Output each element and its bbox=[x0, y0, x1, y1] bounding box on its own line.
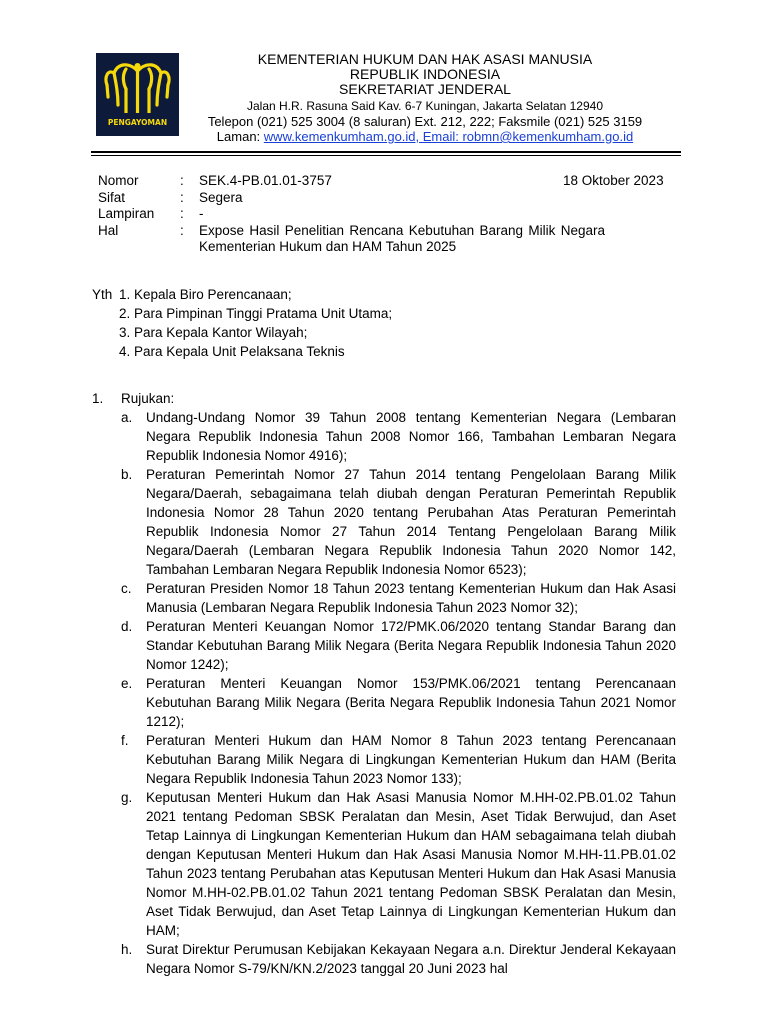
recipient-list bbox=[119, 285, 539, 361]
colon: : bbox=[180, 189, 184, 205]
reference-text: Peraturan Menteri Keuangan Nomor 172/PMK.06/2020 tentang Standar Barang dan Standar Kebutuhan Barang Milik Negara (Berita Negara Republik Indonesia Tahun 2020 Nomor 1242); bbox=[146, 619, 676, 672]
hal-value: Expose Hasil Penelitian Rencana Kebutuhan Barang Milik Negara Kementerian Hukum dan HAM Tahun 2025 bbox=[199, 222, 605, 254]
web-label: Laman: bbox=[216, 129, 261, 144]
colon: : bbox=[180, 206, 184, 221]
reference-item bbox=[121, 788, 676, 940]
reference-letter: a. bbox=[121, 410, 133, 425]
unit-name: SEKRETARIAT JENDERAL bbox=[339, 81, 511, 97]
recipient-item: 3. Para Kepala Kantor Wilayah; bbox=[119, 325, 308, 340]
reference-item bbox=[121, 617, 676, 674]
lampiran-label: Lampiran bbox=[98, 206, 155, 221]
reference-item bbox=[121, 674, 676, 731]
reference-item bbox=[121, 940, 676, 978]
reference-text: Peraturan Pemerintah Nomor 27 Tahun 2014 tentang Pengelolaan Barang Milik Negara/Daerah, sebagaimana telah diubah dengan Peraturan Pemerintah Republik Indonesia Nomor 28 Tahun 2020 tentang Perubahan Atas Peraturan Pemerintah Republik Indonesia Nomor 27 Tahun 2014 Tentang Pengelolaan Barang Milik Negara/Daerah (Lembaran Negara Republik Indonesia Tahun 2020 Nomor 142, Tambahan Lembaran Negara Republik Indonesia Nomor 6523); bbox=[146, 467, 676, 577]
pengayoman-logo-icon bbox=[96, 53, 179, 136]
recipient-item: 4. Para Kepala Unit Pelaksana Teknis bbox=[119, 344, 345, 359]
sifat-label: Sifat bbox=[98, 189, 126, 205]
reference-item bbox=[121, 579, 676, 617]
recipients-label: Yth bbox=[92, 287, 113, 302]
letterhead bbox=[190, 52, 660, 144]
hal-label: Hal bbox=[98, 222, 119, 238]
reference-item bbox=[121, 465, 676, 579]
reference-list bbox=[121, 408, 676, 978]
sifat-value: Segera bbox=[199, 189, 243, 205]
colon: : bbox=[180, 173, 184, 188]
header-divider-thin bbox=[91, 155, 681, 156]
letter-date: 18 Oktober 2023 bbox=[563, 173, 664, 188]
logo-caption: PENGAYOMAN bbox=[107, 118, 168, 127]
lampiran-value: - bbox=[199, 206, 204, 221]
reference-text: Peraturan Menteri Keuangan Nomor 153/PMK.06/2021 tentang Perencanaan Kebutuhan Barang Milik Negara (Berita Negara Republik Indonesia Tahun 2021 Nomor 1212); bbox=[146, 676, 676, 729]
reference-item bbox=[121, 731, 676, 788]
ministry-name: KEMENTERIAN HUKUM DAN HAK ASASI MANUSIA bbox=[257, 51, 593, 67]
colon: : bbox=[180, 222, 184, 238]
reference-letter: e. bbox=[121, 676, 133, 691]
website-link[interactable]: www.kemenkumham.go.id, Email: robmn@kemenkumham.go.id bbox=[263, 129, 634, 144]
web-line bbox=[190, 129, 660, 144]
reference-letter: b. bbox=[121, 467, 133, 482]
reference-letter: d. bbox=[121, 619, 133, 634]
reference-letter: f. bbox=[121, 733, 129, 748]
country-name: REPUBLIK INDONESIA bbox=[349, 66, 501, 82]
section-title: Rujukan: bbox=[121, 391, 175, 406]
reference-item bbox=[121, 408, 676, 465]
address: Jalan H.R. Rasuna Said Kav. 6-7 Kuningan, Jakarta Selatan 12940 bbox=[246, 99, 603, 113]
reference-letter: g. bbox=[121, 790, 133, 805]
recipient-item: 2. Para Pimpinan Tinggi Pratama Unit Utama; bbox=[119, 306, 393, 321]
section-number: 1. bbox=[92, 391, 104, 406]
reference-letter: c. bbox=[121, 581, 132, 596]
header-divider-thick bbox=[91, 151, 681, 153]
reference-letter: h. bbox=[121, 942, 133, 957]
phone-line: Telepon (021) 525 3004 (8 saluran) Ext. 212, 222; Faksmile (021) 525 3159 bbox=[207, 114, 643, 129]
reference-text: Peraturan Presiden Nomor 18 Tahun 2023 tentang Kementerian Hukum dan Hak Asasi Manusia (Lembaran Negara Republik Indonesia Tahun 2023 Nomor 32); bbox=[146, 581, 676, 615]
nomor-label: Nomor bbox=[98, 173, 139, 188]
reference-text: Keputusan Menteri Hukum dan Hak Asasi Manusia Nomor M.HH-02.PB.01.02 Tahun 2021 tentang Pedoman SBSK Peralatan dan Mesin, Aset Tidak Berwujud, dan Aset Tetap Lainnya di Lingkungan Kementerian Hukum dan HAM sebagaimana telah diubah dengan Keputusan Menteri Hukum dan Hak Asasi Manusia Nomor M.HH-11.PB.01.02 Tahun 2023 tentang Perubahan atas Keputusan Menteri Hukum dan Hak Asasi Manusia Nomor M.HH-02.PB.01.02 Tahun 2021 tentang Pedoman SBSK Peralatan dan Mesin, Aset Tidak Berwujud, dan Aset Tetap Lainnya di Lingkungan Kementerian Hukum dan HAM; bbox=[146, 790, 676, 938]
reference-text: Peraturan Menteri Hukum dan HAM Nomor 8 Tahun 2023 tentang Perencanaan Kebutuhan Barang Milik Negara di Lingkungan Kementerian Hukum dan HAM (Berita Negara Republik Indonesia Tahun 2023 Nomor 133); bbox=[146, 733, 676, 786]
reference-text: Surat Direktur Perumusan Kebijakan Kekayaan Negara a.n. Direktur Jenderal Kekayaan Negara Nomor S-79/KN/KN.2/2023 tanggal 20 Juni 2023 hal bbox=[146, 942, 676, 976]
recipient-item: 1. Kepala Biro Perencanaan; bbox=[119, 287, 292, 302]
reference-text: Undang-Undang Nomor 39 Tahun 2008 tentang Kementerian Negara (Lembaran Negara Republik Indonesia Tahun 2008 Nomor 166, Tambahan Lembaran Negara Republik Indonesia Nomor 4916); bbox=[146, 410, 676, 463]
nomor-value: SEK.4-PB.01.01-3757 bbox=[199, 173, 332, 188]
